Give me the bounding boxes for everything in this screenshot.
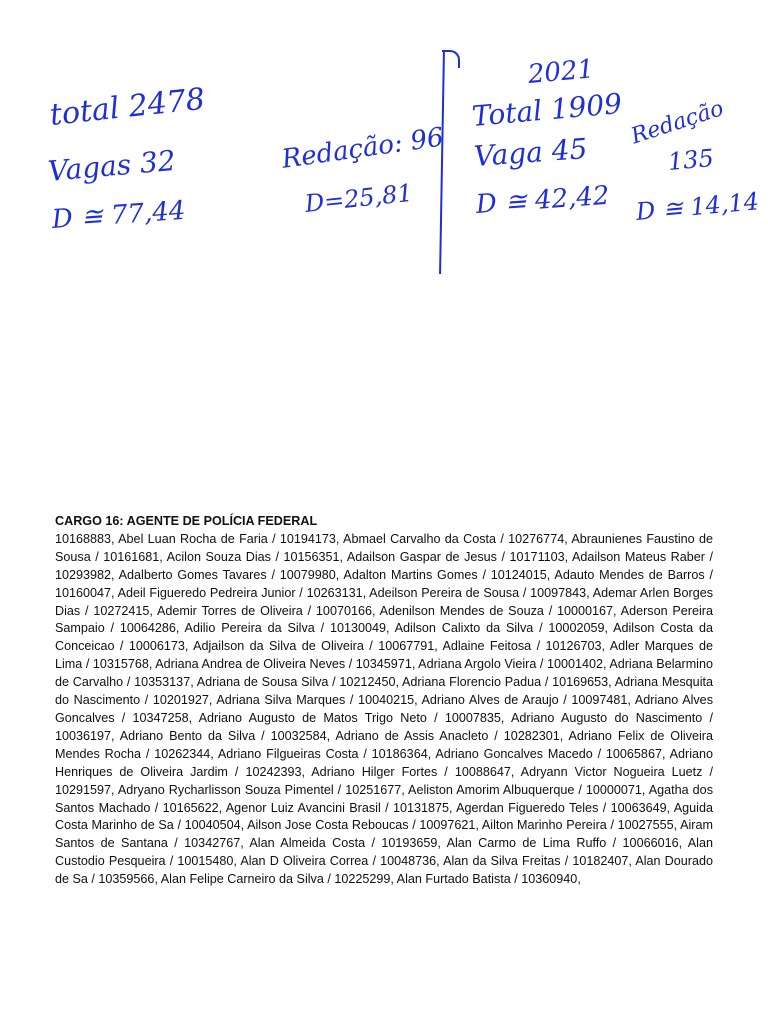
handwritten-d-right: D ≅ 42,42 xyxy=(474,180,611,220)
handwritten-d2-right: D ≅ 14,14 xyxy=(634,187,761,226)
handwritten-total-left: total 2478 xyxy=(48,81,207,133)
handwritten-vaga-right: Vaga 45 xyxy=(472,132,589,173)
document-section xyxy=(55,513,713,889)
candidate-list-text: 10168883, Abel Luan Rocha de Faria / 10194173, Abmael Carvalho da Costa / 10276774, Abraunienes Faustino de Sousa / 10161681, Acilon Souza Dias / 10156351, Adailson Gaspar de Jesus / 10171103, Adailson Mateus Raber / 10293982, Adalberto Gomes Tavares / 10079980, Adalton Martins Gomes / 10124015, Adauto Mendes de Barros / 10160047, Adeil Figueredo Pedreira Junior / 10263131, Adeilson Pereira de Sousa / 10097843, Ademar Arlen Borges Dias / 10272415, Ademir Torres de Oliveira / 10070166, Adenilson Mendes de Souza / 10000167, Aderson Pereira Sampaio / 10064286, Adilio Pereira da Silva / 10130049, Adilson Calixto da Silva / 10002059, Adilson Costa da Conceicao / 10006173, Adjailson da Silva de Oliveira / 10067791, Adlaine Feitosa / 10126703, Adler Marques de Lima / 10315768, Adriana Andrea de Oliveira Neves / 10345971, Adriana Argolo Vieira / 10001402, Adriana Belarmino de Carvalho / 10353137, Adriana de Sousa Silva / 10212450, Adriana Florencio Padua / 10169653, Adriana Mesquita do Nascimento / 10201927, Adriana Silva Marques / 10040215, Adriano Alves de Araujo / 10097481, Adriano Alves Goncalves / 10347258, Adriano Augusto de Matos Trigo Neto / 10007835, Adriano Augusto do Nascimento / 10036197, Adriano Bento da Silva / 10032584, Adriano de Assis Anacleto / 10282301, Adriano Felix de Oliveira Mendes Rocha / 10262344, Adriano Filgueiras Costa / 10186364, Adriano Goncalves Macedo / 10065867, Adriano Henriques de Oliveira Jardim / 10242393, Adriano Hilger Fortes / 10088647, Adryann Victor Nogueira Luetz / 10291597, Adryano Rycharlisson Souza Pimentel / 10251677, Aeliston Amorim Albuquerque / 10000071, Agatha dos Santos Machado / 10165622, Agenor Luiz Avancini Brasil / 10131875, Agerdan Figueredo Teles / 10063649, Aguida Costa Marinho de Sa / 10040504, Ailson Jose Costa Reboucas / 10097621, Ailton Marinho Pereira / 10027555, Airam Santos de Santana / 10342767, Alan Almeida Costa / 10193659, Alan Carmo de Lima Ruffo / 10066016, Alan Custodio Pesqueira / 10015480, Alan D Oliveira Correa / 10048736, Alan da Silva Freitas / 10182407, Alan Dourado de Sa / 10359566, Alan Felipe Carneiro da Silva / 10225299, Alan Furtado Batista / 10360940, xyxy=(55,531,713,887)
handwritten-d-middle: D=25,81 xyxy=(303,178,414,218)
handwritten-redacao-right: Redação xyxy=(628,96,727,150)
handwritten-year: 2021 xyxy=(526,54,596,90)
handwritten-divider-line xyxy=(439,52,445,274)
handwritten-vagas-left: Vagas 32 xyxy=(46,143,177,188)
document-title: CARGO 16: AGENTE DE POLÍCIA FEDERAL xyxy=(55,514,318,528)
handwritten-d-left: D ≅ 77,44 xyxy=(50,195,187,235)
handwritten-redacao-right-value: 135 xyxy=(666,144,715,176)
handwritten-total-right: Total 1909 xyxy=(470,86,624,133)
handwritten-redacao-middle: Redação: 96 xyxy=(279,122,446,175)
